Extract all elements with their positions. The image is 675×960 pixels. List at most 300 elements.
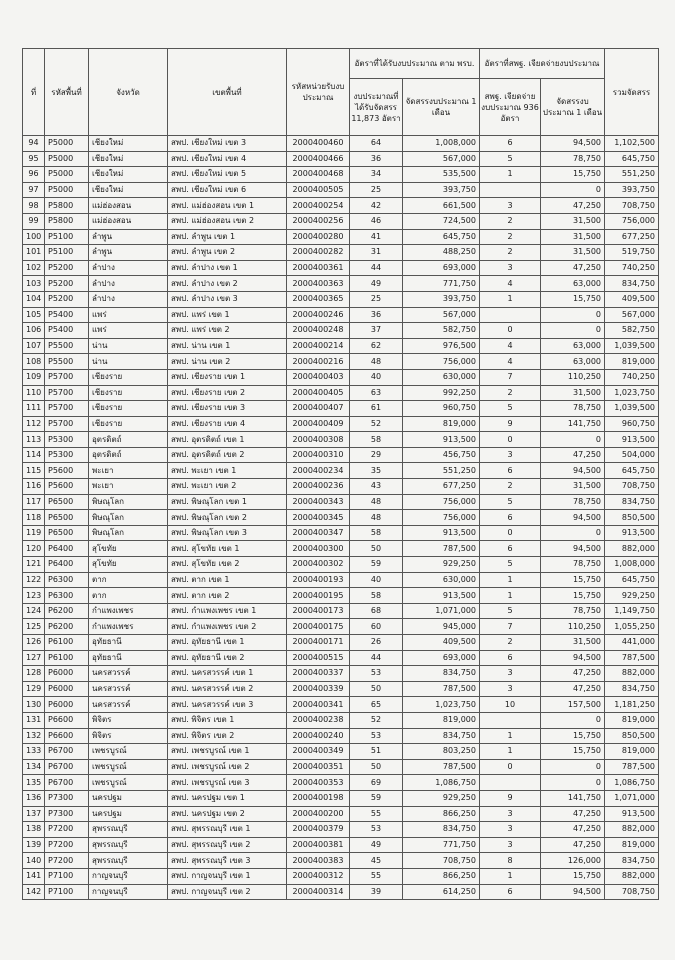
row-total: 567,000 <box>605 307 659 323</box>
row-total: 913,500 <box>605 432 659 448</box>
row-law-budget: 1,008,000 <box>403 136 480 152</box>
row-unit-code: 2000400460 <box>287 136 350 152</box>
row-obec-count: 4 <box>480 276 541 292</box>
header-unit-code: รหัสหน่วยรับงบประมาณ <box>287 49 350 136</box>
header-area-code: รหัสพื้นที่ <box>45 49 89 136</box>
row-law-budget: 724,500 <box>403 213 480 229</box>
row-province: พิษณุโลก <box>89 525 168 541</box>
row-district: สพป. น่าน เขต 1 <box>168 338 287 354</box>
row-law-budget: 929,250 <box>403 557 480 573</box>
header-law-count: งบประมาณที่ได้รับจัดสรร 11,873 อัตรา <box>350 79 403 136</box>
row-district: สพป. ตาก เขต 1 <box>168 572 287 588</box>
row-district: สพป. ลำปาง เขต 3 <box>168 291 287 307</box>
row-district: สพป. พิษณุโลก เขต 1 <box>168 494 287 510</box>
row-unit-code: 2000400308 <box>287 432 350 448</box>
header-obec-count: สพฐ. เจียดจ่ายงบประมาณ 936 อัตรา <box>480 79 541 136</box>
row-no: 105 <box>23 307 45 323</box>
row-law-budget: 630,000 <box>403 369 480 385</box>
row-obec-budget: 0 <box>541 759 605 775</box>
row-area-code: P6000 <box>45 681 89 697</box>
row-province: เชียงราย <box>89 369 168 385</box>
row-unit-code: 2000400363 <box>287 276 350 292</box>
row-total: 834,750 <box>605 494 659 510</box>
row-obec-count: 3 <box>480 260 541 276</box>
row-law-budget: 913,500 <box>403 588 480 604</box>
table-row <box>23 338 659 354</box>
row-unit-code: 2000400200 <box>287 806 350 822</box>
row-law-count: 59 <box>350 790 403 806</box>
row-district: สพป. ลำพูน เขต 1 <box>168 229 287 245</box>
row-obec-budget: 94,500 <box>541 884 605 900</box>
header-province: จังหวัด <box>89 49 168 136</box>
table-row <box>23 728 659 744</box>
row-unit-code: 2000400339 <box>287 681 350 697</box>
row-province: อุตรดิตถ์ <box>89 447 168 463</box>
row-province: สุโขทัย <box>89 541 168 557</box>
row-area-code: P6400 <box>45 541 89 557</box>
row-obec-budget: 31,500 <box>541 245 605 261</box>
row-province: นครสวรรค์ <box>89 666 168 682</box>
row-province: เชียงใหม่ <box>89 167 168 183</box>
row-obec-count: 5 <box>480 557 541 573</box>
row-total: 882,000 <box>605 822 659 838</box>
row-law-count: 49 <box>350 837 403 853</box>
row-obec-count: 6 <box>480 136 541 152</box>
row-total: 409,500 <box>605 291 659 307</box>
row-law-count: 50 <box>350 681 403 697</box>
row-law-count: 58 <box>350 432 403 448</box>
row-area-code: P5200 <box>45 260 89 276</box>
row-law-budget: 913,500 <box>403 525 480 541</box>
row-obec-count: 4 <box>480 354 541 370</box>
row-no: 140 <box>23 853 45 869</box>
row-obec-count: 2 <box>480 229 541 245</box>
table-row <box>23 650 659 666</box>
row-law-count: 44 <box>350 650 403 666</box>
row-no: 103 <box>23 276 45 292</box>
row-unit-code: 2000400198 <box>287 790 350 806</box>
table-row <box>23 884 659 900</box>
row-province: ลำปาง <box>89 291 168 307</box>
row-province: นครปฐม <box>89 790 168 806</box>
row-law-budget: 1,086,750 <box>403 775 480 791</box>
row-no: 123 <box>23 588 45 604</box>
row-area-code: P5300 <box>45 432 89 448</box>
row-law-count: 53 <box>350 822 403 838</box>
row-obec-count: 1 <box>480 588 541 604</box>
row-total: 834,750 <box>605 853 659 869</box>
row-area-code: P6000 <box>45 697 89 713</box>
row-area-code: P5600 <box>45 479 89 495</box>
table-row <box>23 291 659 307</box>
row-no: 136 <box>23 790 45 806</box>
row-no: 120 <box>23 541 45 557</box>
row-obec-count: 1 <box>480 728 541 744</box>
row-unit-code: 2000400383 <box>287 853 350 869</box>
row-obec-count: 0 <box>480 323 541 339</box>
row-total: 819,000 <box>605 354 659 370</box>
row-unit-code: 2000400280 <box>287 229 350 245</box>
row-law-count: 58 <box>350 525 403 541</box>
row-law-count: 63 <box>350 385 403 401</box>
row-unit-code: 2000400343 <box>287 494 350 510</box>
row-law-count: 60 <box>350 619 403 635</box>
table-row <box>23 182 659 198</box>
row-obec-count: 2 <box>480 385 541 401</box>
header-total: รวมจัดสรร <box>605 49 659 136</box>
row-province: น่าน <box>89 354 168 370</box>
row-law-budget: 409,500 <box>403 635 480 651</box>
row-obec-count: 6 <box>480 884 541 900</box>
row-law-budget: 834,750 <box>403 822 480 838</box>
row-province: อุทัยธานี <box>89 650 168 666</box>
table-row <box>23 401 659 417</box>
row-obec-budget: 0 <box>541 525 605 541</box>
row-law-count: 40 <box>350 572 403 588</box>
header-law-budget: จัดสรรงบประมาณ 1 เดือน <box>403 79 480 136</box>
row-area-code: P6700 <box>45 744 89 760</box>
table-row <box>23 416 659 432</box>
table-row <box>23 136 659 152</box>
row-unit-code: 2000400379 <box>287 822 350 838</box>
row-law-count: 48 <box>350 354 403 370</box>
row-no: 115 <box>23 463 45 479</box>
row-no: 97 <box>23 182 45 198</box>
row-province: เชียงราย <box>89 385 168 401</box>
row-unit-code: 2000400505 <box>287 182 350 198</box>
row-law-budget: 488,250 <box>403 245 480 261</box>
row-no: 114 <box>23 447 45 463</box>
row-obec-count <box>480 775 541 791</box>
row-law-budget: 708,750 <box>403 853 480 869</box>
row-obec-budget: 15,750 <box>541 572 605 588</box>
row-unit-code: 2000400409 <box>287 416 350 432</box>
row-total: 787,500 <box>605 650 659 666</box>
row-law-budget: 567,000 <box>403 151 480 167</box>
row-unit-code: 2000400254 <box>287 198 350 214</box>
row-obec-count: 0 <box>480 432 541 448</box>
row-no: 98 <box>23 198 45 214</box>
row-area-code: P5700 <box>45 401 89 417</box>
row-district: สพป. นครสวรรค์ เขต 2 <box>168 681 287 697</box>
row-district: สพป. ลำปาง เขต 1 <box>168 260 287 276</box>
row-obec-budget: 94,500 <box>541 510 605 526</box>
row-no: 129 <box>23 681 45 697</box>
row-no: 132 <box>23 728 45 744</box>
row-area-code: P7100 <box>45 868 89 884</box>
row-unit-code: 2000400466 <box>287 151 350 167</box>
table-row <box>23 712 659 728</box>
row-unit-code: 2000400240 <box>287 728 350 744</box>
row-law-count: 25 <box>350 291 403 307</box>
table-row <box>23 525 659 541</box>
row-obec-count: 5 <box>480 401 541 417</box>
row-province: สุพรรณบุรี <box>89 853 168 869</box>
row-area-code: P6500 <box>45 510 89 526</box>
row-unit-code: 2000400234 <box>287 463 350 479</box>
row-obec-budget: 78,750 <box>541 151 605 167</box>
row-obec-budget: 0 <box>541 775 605 791</box>
row-obec-count: 1 <box>480 868 541 884</box>
row-province: ตาก <box>89 588 168 604</box>
table-row <box>23 775 659 791</box>
row-province: กำแพงเพชร <box>89 603 168 619</box>
row-law-count: 52 <box>350 712 403 728</box>
row-law-budget: 834,750 <box>403 666 480 682</box>
row-province: พิษณุโลก <box>89 494 168 510</box>
row-law-count: 36 <box>350 307 403 323</box>
row-obec-count: 3 <box>480 447 541 463</box>
row-law-count: 61 <box>350 401 403 417</box>
row-area-code: P5200 <box>45 276 89 292</box>
row-law-budget: 693,000 <box>403 260 480 276</box>
row-province: เพชรบูรณ์ <box>89 744 168 760</box>
table-row <box>23 619 659 635</box>
row-area-code: P7200 <box>45 853 89 869</box>
row-province: น่าน <box>89 338 168 354</box>
row-area-code: P5700 <box>45 385 89 401</box>
row-obec-budget: 15,750 <box>541 588 605 604</box>
row-district: สพป. เชียงราย เขต 3 <box>168 401 287 417</box>
row-law-count: 64 <box>350 136 403 152</box>
row-district: สพป. พิจิตร เขต 2 <box>168 728 287 744</box>
table-row <box>23 541 659 557</box>
row-total: 1,039,500 <box>605 338 659 354</box>
row-law-count: 42 <box>350 198 403 214</box>
row-province: เชียงใหม่ <box>89 136 168 152</box>
header-group-obec: อัตราที่สพฐ. เจียดจ่ายงบประมาณ <box>480 49 605 79</box>
row-unit-code: 2000400337 <box>287 666 350 682</box>
row-district: สพป. แม่ฮ่องสอน เขต 1 <box>168 198 287 214</box>
row-no: 141 <box>23 868 45 884</box>
row-law-count: 25 <box>350 182 403 198</box>
row-district: สพป. เชียงใหม่ เขต 6 <box>168 182 287 198</box>
row-province: ลำปาง <box>89 260 168 276</box>
row-unit-code: 2000400351 <box>287 759 350 775</box>
row-obec-budget: 15,750 <box>541 728 605 744</box>
row-total: 882,000 <box>605 666 659 682</box>
row-unit-code: 2000400193 <box>287 572 350 588</box>
row-district: สพป. พะเยา เขต 1 <box>168 463 287 479</box>
row-law-count: 48 <box>350 510 403 526</box>
row-obec-count <box>480 182 541 198</box>
row-unit-code: 2000400236 <box>287 479 350 495</box>
row-law-budget: 1,071,000 <box>403 603 480 619</box>
row-obec-budget: 31,500 <box>541 635 605 651</box>
row-law-budget: 913,500 <box>403 432 480 448</box>
row-law-budget: 866,250 <box>403 868 480 884</box>
row-total: 913,500 <box>605 525 659 541</box>
table-row <box>23 494 659 510</box>
row-law-budget: 771,750 <box>403 837 480 853</box>
row-total: 708,750 <box>605 479 659 495</box>
row-law-budget: 756,000 <box>403 354 480 370</box>
row-law-count: 58 <box>350 588 403 604</box>
row-unit-code: 2000400341 <box>287 697 350 713</box>
row-law-budget: 834,750 <box>403 728 480 744</box>
row-no: 106 <box>23 323 45 339</box>
table-row <box>23 369 659 385</box>
row-obec-budget: 94,500 <box>541 136 605 152</box>
row-unit-code: 2000400314 <box>287 884 350 900</box>
row-province: ตาก <box>89 572 168 588</box>
row-law-count: 65 <box>350 697 403 713</box>
row-obec-budget: 15,750 <box>541 167 605 183</box>
row-unit-code: 2000400310 <box>287 447 350 463</box>
row-total: 393,750 <box>605 182 659 198</box>
row-district: สพป. น่าน เขต 2 <box>168 354 287 370</box>
row-district: สพป. เพชรบูรณ์ เขต 2 <box>168 759 287 775</box>
row-no: 112 <box>23 416 45 432</box>
row-law-count: 46 <box>350 213 403 229</box>
row-obec-budget: 47,250 <box>541 666 605 682</box>
row-province: นครปฐม <box>89 806 168 822</box>
row-district: สพป. ลำปาง เขต 2 <box>168 276 287 292</box>
table-row <box>23 479 659 495</box>
row-no: 116 <box>23 479 45 495</box>
row-unit-code: 2000400405 <box>287 385 350 401</box>
row-district: สพป. นครปฐม เขต 2 <box>168 806 287 822</box>
row-area-code: P5000 <box>45 136 89 152</box>
row-obec-count: 1 <box>480 572 541 588</box>
row-obec-count: 6 <box>480 541 541 557</box>
row-law-count: 45 <box>350 853 403 869</box>
row-total: 1,008,000 <box>605 557 659 573</box>
row-law-budget: 866,250 <box>403 806 480 822</box>
row-province: พิจิตร <box>89 712 168 728</box>
row-obec-budget: 47,250 <box>541 260 605 276</box>
row-obec-budget: 126,000 <box>541 853 605 869</box>
row-district: สพป. เพชรบูรณ์ เขต 3 <box>168 775 287 791</box>
row-total: 882,000 <box>605 868 659 884</box>
row-obec-budget: 0 <box>541 712 605 728</box>
row-district: สพป. นครสวรรค์ เขต 1 <box>168 666 287 682</box>
row-total: 819,000 <box>605 744 659 760</box>
row-unit-code: 2000400365 <box>287 291 350 307</box>
row-obec-count: 0 <box>480 759 541 775</box>
row-area-code: P7300 <box>45 806 89 822</box>
row-law-budget: 535,500 <box>403 167 480 183</box>
row-unit-code: 2000400216 <box>287 354 350 370</box>
row-area-code: P5100 <box>45 245 89 261</box>
table-row <box>23 276 659 292</box>
row-total: 677,250 <box>605 229 659 245</box>
row-law-budget: 771,750 <box>403 276 480 292</box>
table-row <box>23 697 659 713</box>
row-law-count: 49 <box>350 276 403 292</box>
row-unit-code: 2000400361 <box>287 260 350 276</box>
table-row <box>23 681 659 697</box>
row-district: สพป. เชียงราย เขต 2 <box>168 385 287 401</box>
row-no: 99 <box>23 213 45 229</box>
row-area-code: P6600 <box>45 712 89 728</box>
row-obec-budget: 15,750 <box>541 744 605 760</box>
row-area-code: P6500 <box>45 525 89 541</box>
row-area-code: P5100 <box>45 229 89 245</box>
row-obec-budget: 0 <box>541 182 605 198</box>
row-obec-count: 9 <box>480 416 541 432</box>
row-obec-count: 6 <box>480 510 541 526</box>
row-no: 100 <box>23 229 45 245</box>
table-row <box>23 837 659 853</box>
row-district: สพป. อุทัยธานี เขต 2 <box>168 650 287 666</box>
row-obec-count: 3 <box>480 837 541 853</box>
row-law-count: 53 <box>350 666 403 682</box>
row-unit-code: 2000400300 <box>287 541 350 557</box>
row-obec-count: 1 <box>480 744 541 760</box>
row-province: พะเยา <box>89 463 168 479</box>
row-obec-budget: 31,500 <box>541 385 605 401</box>
row-district: สพป. กำแพงเพชร เขต 2 <box>168 619 287 635</box>
header-obec-budget: จัดสรรงบประมาณ 1 เดือน <box>541 79 605 136</box>
row-obec-count: 8 <box>480 853 541 869</box>
row-no: 101 <box>23 245 45 261</box>
row-no: 142 <box>23 884 45 900</box>
row-law-budget: 677,250 <box>403 479 480 495</box>
row-no: 130 <box>23 697 45 713</box>
row-obec-count: 6 <box>480 463 541 479</box>
row-law-budget: 393,750 <box>403 291 480 307</box>
row-province: เชียงราย <box>89 416 168 432</box>
row-law-budget: 976,500 <box>403 338 480 354</box>
row-province: สุโขทัย <box>89 557 168 573</box>
row-no: 121 <box>23 557 45 573</box>
table-row <box>23 822 659 838</box>
row-total: 740,250 <box>605 260 659 276</box>
row-province: พะเยา <box>89 479 168 495</box>
row-obec-budget: 31,500 <box>541 213 605 229</box>
table-row <box>23 868 659 884</box>
table-row <box>23 354 659 370</box>
row-no: 107 <box>23 338 45 354</box>
row-district: สพป. นครปฐม เขต 1 <box>168 790 287 806</box>
row-province: นครสวรรค์ <box>89 697 168 713</box>
row-no: 131 <box>23 712 45 728</box>
row-total: 582,750 <box>605 323 659 339</box>
row-district: สพป. พิจิตร เขต 1 <box>168 712 287 728</box>
row-area-code: P6200 <box>45 603 89 619</box>
row-unit-code: 2000400403 <box>287 369 350 385</box>
row-total: 819,000 <box>605 712 659 728</box>
row-no: 119 <box>23 525 45 541</box>
table-row <box>23 260 659 276</box>
row-total: 708,750 <box>605 198 659 214</box>
row-district: สพป. อุตรดิตถ์ เขต 1 <box>168 432 287 448</box>
row-total: 1,086,750 <box>605 775 659 791</box>
row-area-code: P5800 <box>45 213 89 229</box>
row-area-code: P5800 <box>45 198 89 214</box>
table-row <box>23 229 659 245</box>
row-law-budget: 945,000 <box>403 619 480 635</box>
row-unit-code: 2000400515 <box>287 650 350 666</box>
row-obec-budget: 63,000 <box>541 354 605 370</box>
row-province: แม่ฮ่องสอน <box>89 198 168 214</box>
row-obec-count: 7 <box>480 369 541 385</box>
budget-allocation-table <box>22 48 659 900</box>
row-no: 110 <box>23 385 45 401</box>
table-row <box>23 666 659 682</box>
row-obec-count: 3 <box>480 806 541 822</box>
row-district: สพป. เชียงใหม่ เขต 3 <box>168 136 287 152</box>
row-law-count: 36 <box>350 151 403 167</box>
row-province: แม่ฮ่องสอน <box>89 213 168 229</box>
header-district: เขตพื้นที่ <box>168 49 287 136</box>
row-total: 929,250 <box>605 588 659 604</box>
row-area-code: P5400 <box>45 323 89 339</box>
row-obec-budget: 78,750 <box>541 603 605 619</box>
row-district: สพป. สุพรรณบุรี เขต 1 <box>168 822 287 838</box>
row-obec-count: 0 <box>480 525 541 541</box>
